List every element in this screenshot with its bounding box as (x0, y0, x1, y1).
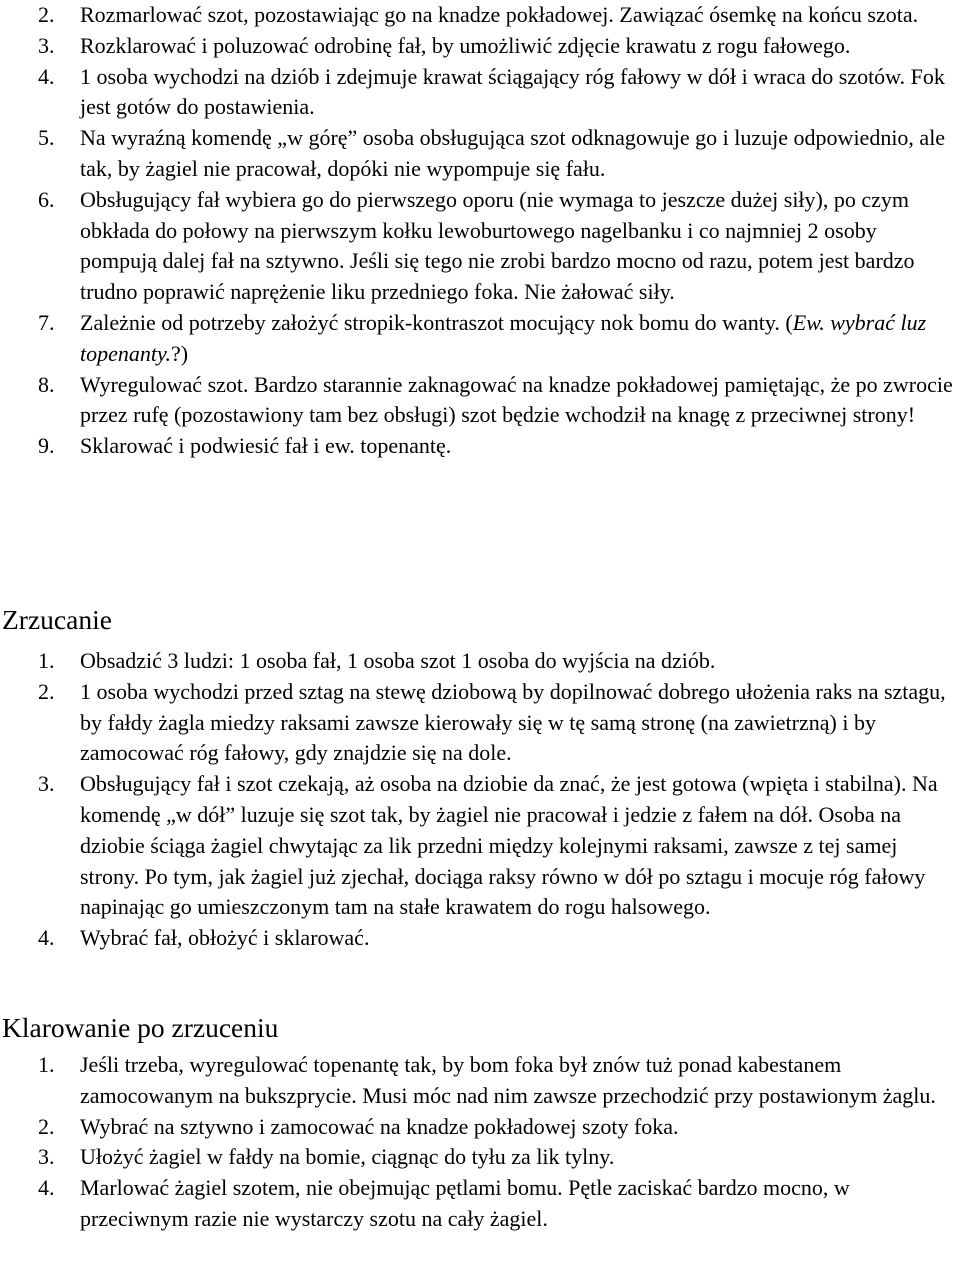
list-item (0, 1050, 960, 1112)
item-text: Sklarować i podwiesić fał i ew. topenantę. (80, 433, 452, 459)
item-number: 1. (38, 1052, 55, 1077)
list-item (0, 1142, 960, 1173)
item-number: 5. (38, 125, 55, 151)
list-item (0, 308, 960, 370)
item-text: Zależnie od potrzeby założyć stropik-kontraszot mocujący nok bomu do wanty. (80, 309, 780, 335)
list-item (0, 431, 960, 462)
steps-list-zrzucanie (0, 646, 960, 954)
section-heading-klarowanie: Klarowanie po zrzuceniu (2, 1012, 279, 1043)
item-number: 3. (38, 1144, 55, 1170)
item-number: 4. (38, 925, 55, 951)
item-number: 3. (38, 32, 55, 58)
item-text: 1 osoba wychodzi na dziób i zdejmuje krawat ściągający róg fałowy w dół i wraca do szotów. Fok jest gotów do postawienia. (80, 63, 945, 120)
note-close: ?) (171, 340, 189, 366)
list-item (0, 370, 960, 432)
item-number: 4. (38, 1175, 55, 1201)
item-text: Wybrać fał, obłożyć i sklarować. (80, 925, 370, 951)
item-text: Wybrać na sztywno i zamocować na knadze pokładowej szoty foka. (80, 1113, 679, 1139)
item-number: 2. (38, 678, 55, 704)
item-number: 2. (38, 2, 55, 27)
item-text: Jeśli trzeba, wyregulować topenantę tak, by bom foka był znów tuż ponad kabestanem zamocowanym na bukszprycie. Musi móc nad nim zawsze przechodzić przy postawionym żaglu. (80, 1052, 936, 1108)
list-item (0, 185, 960, 308)
list-item (0, 0, 960, 31)
list-item (0, 31, 960, 62)
list-item (0, 769, 960, 923)
item-text: 1 osoba wychodzi przed sztag na stewę dziobową by dopilnować dobrego ułożenia raks na sztagu, by fałdy żagla miedzy raksami zawsze kierowały się w tę samą stronę (na zawietrzną) i by zamocować róg fałowy, gdy znajdzie się na dole. (80, 678, 946, 766)
note-open: ( (785, 309, 793, 335)
item-number: 8. (38, 371, 55, 397)
list-item (0, 123, 960, 185)
steps-list-klarowanie (0, 1050, 960, 1235)
list-item (0, 1112, 960, 1143)
item-text: Obsługujący fał wybiera go do pierwszego oporu (nie wymaga to jeszcze dużej siły), po czym obkłada do połowy na pierwszym kołku lewoburtowego nagelbanku i co najmniej 2 osoby pompują dalej fał na sztywno. Jeśli się tego nie zrobi bardzo mocno od razu, potem jest bardzo trudno poprawić naprężenie liku przedniego foka. Nie żałować siły. (80, 186, 915, 305)
item-number: 3. (38, 771, 55, 797)
item-text: Rozklarować i poluzować odrobinę fał, by umożliwić zdjęcie krawatu z rogu fałowego. (80, 32, 851, 58)
item-text: Marlować żagiel szotem, nie obejmując pętlami bomu. Pętle zaciskać bardzo mocno, w przeciwnym razie nie wystarczy szotu na cały żagiel. (80, 1175, 850, 1231)
item-number: 7. (38, 309, 55, 335)
item-number: 9. (38, 433, 55, 459)
note-italic: Ew. wybrać luz topenanty. (80, 309, 927, 366)
list-item (0, 677, 960, 769)
list-item (0, 646, 960, 677)
item-text: Obsadzić 3 ludzi: 1 osoba fał, 1 osoba szot 1 osoba do wyjścia na dziób. (80, 648, 716, 673)
item-text: Wyregulować szot. Bardzo starannie zaknagować na knadze pokładowej pamiętając, że po zwrocie przez rufę (pozostawiony tam bez obsługi) szot będzie wchodził na knagę z przeciwnej strony! (80, 371, 953, 428)
item-number: 6. (38, 186, 55, 212)
section-heading-zrzucanie: Zrzucanie (2, 604, 112, 635)
item-text: Rozmarlować szot, pozostawiając go na knadze pokładowej. Zawiązać ósemkę na końcu szota. (80, 2, 919, 27)
list-item (0, 1173, 960, 1235)
list-item (0, 62, 960, 124)
item-text: Na wyraźną komendę „w górę” osoba obsługująca szot odknagowuje go i luzuje odpowiednio, ale tak, by żagiel nie pracował, dopóki nie wypompuje się fału. (80, 125, 946, 181)
item-number: 4. (38, 63, 55, 89)
steps-list-stawianie (0, 0, 960, 462)
item-text: Ułożyć żagiel w fałdy na bomie, ciągnąc do tyłu za lik tylny. (80, 1144, 615, 1170)
item-number: 2. (38, 1113, 55, 1139)
item-text: Obsługujący fał i szot czekają, aż osoba na dziobie da znać, że jest gotowa (wpięta i stabilna). Na komendę „w dół” luzuje się szot tak, by żagiel nie pracował i jedzie z fałem na dół. Osoba na dziobie ściąga żagiel chwytając za lik przedni między kolejnymi raksami, zawsze z tej samej strony. Po tym, jak żagiel już zjechał, dociąga raksy równo w dół po sztagu i mocuje róg fałowy napinając go umieszczonym tam na stałe krawatem do rogu halsowego. (80, 771, 938, 920)
item-number: 1. (38, 648, 55, 673)
list-item (0, 923, 960, 954)
